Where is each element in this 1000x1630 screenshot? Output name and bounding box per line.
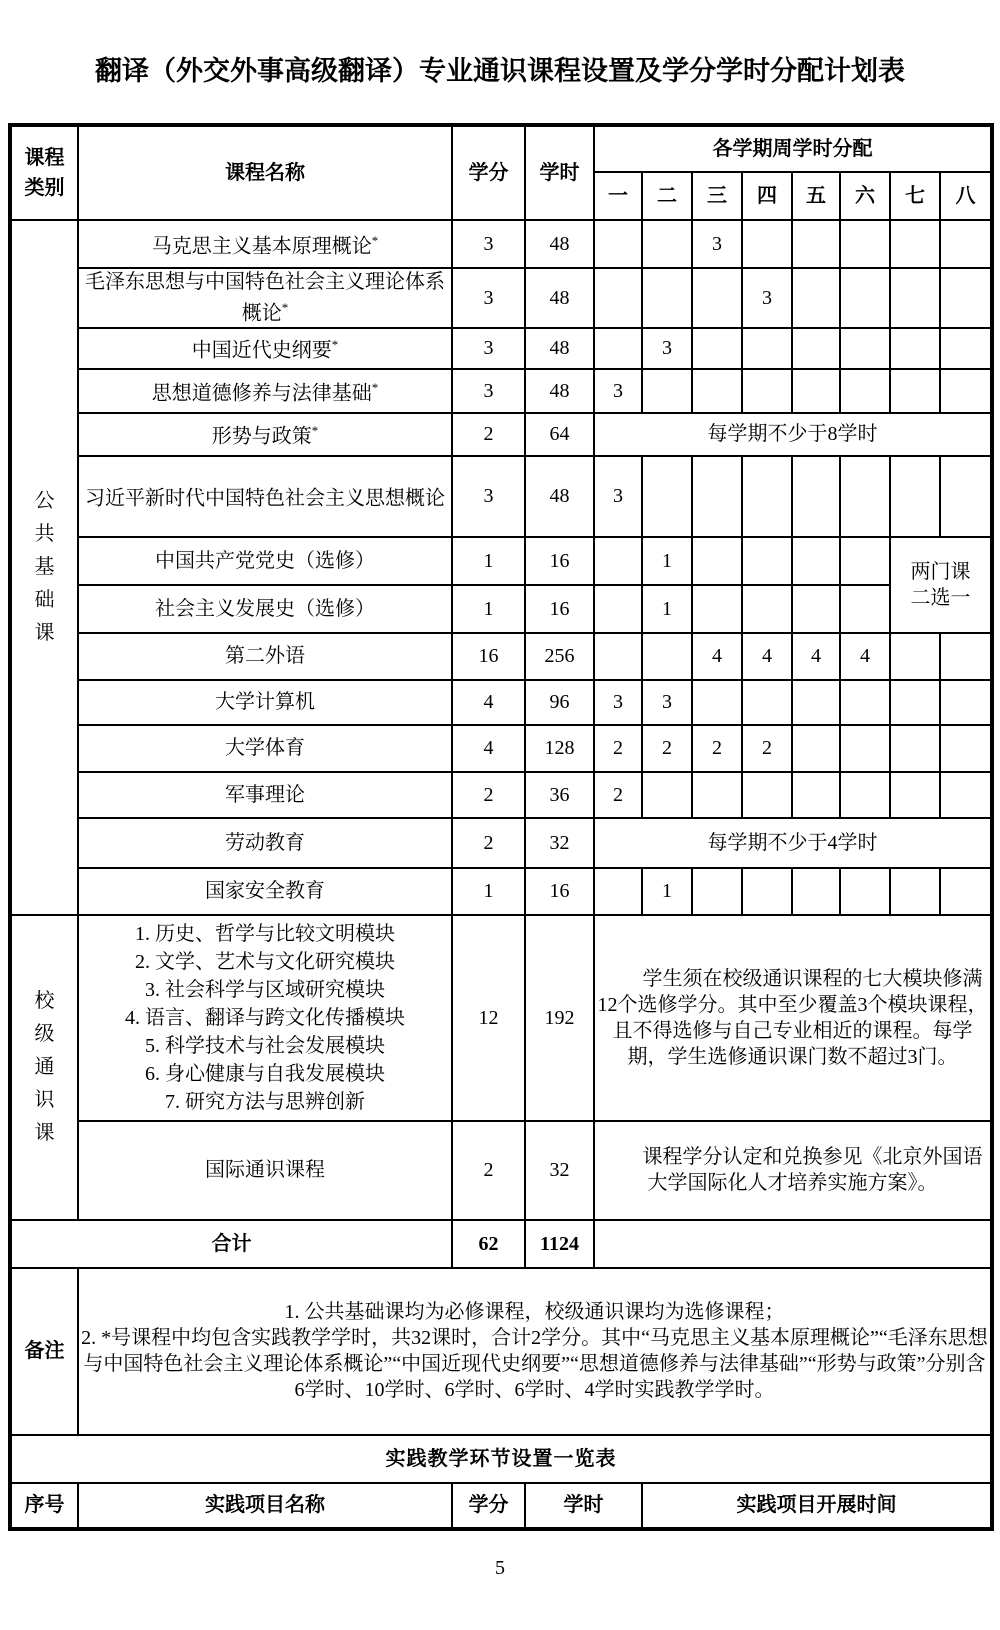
sem-cell bbox=[792, 456, 840, 537]
course-name-cell: 劳动教育 bbox=[78, 818, 452, 868]
sem-cell bbox=[840, 680, 890, 725]
remark-label: 备注 bbox=[10, 1268, 78, 1435]
sem-cell bbox=[890, 633, 940, 680]
hours-cell: 192 bbox=[525, 915, 594, 1121]
credits-cell: 3 bbox=[452, 456, 525, 537]
sem-cell bbox=[840, 328, 890, 369]
sem-cell bbox=[792, 772, 840, 818]
sem-cell bbox=[792, 868, 840, 915]
sem-cell bbox=[940, 772, 992, 818]
credits-cell: 2 bbox=[452, 1121, 525, 1220]
table-row bbox=[10, 268, 992, 328]
header-sem-1: 一 bbox=[594, 172, 642, 220]
sem-cell bbox=[692, 328, 742, 369]
sem-cell bbox=[742, 220, 792, 268]
sem-cell bbox=[940, 725, 992, 772]
sem-cell bbox=[940, 680, 992, 725]
sem-cell bbox=[940, 328, 992, 369]
hours-cell: 32 bbox=[525, 818, 594, 868]
required-practice-star: * bbox=[331, 337, 339, 353]
sem-cell bbox=[840, 585, 890, 633]
table-row bbox=[10, 633, 992, 680]
table-row bbox=[10, 868, 992, 915]
hours-cell: 36 bbox=[525, 772, 594, 818]
sem-cell: 1 bbox=[642, 537, 692, 585]
course-name-cell: 毛泽东思想与中国特色社会主义理论体系概论* bbox=[78, 268, 452, 328]
course-name-cell: 形势与政策* bbox=[78, 413, 452, 456]
sem-cell bbox=[840, 220, 890, 268]
header-sem-7: 七 bbox=[890, 172, 940, 220]
table-row bbox=[10, 1121, 992, 1220]
sem-cell bbox=[940, 456, 992, 537]
sem-cell bbox=[642, 220, 692, 268]
sem-cell bbox=[692, 369, 742, 413]
header-credits: 学分 bbox=[452, 125, 525, 220]
sem-cell: 3 bbox=[742, 268, 792, 328]
hours-cell: 256 bbox=[525, 633, 594, 680]
header-sem-5: 五 bbox=[792, 172, 840, 220]
sem-cell bbox=[792, 725, 840, 772]
page-number: 5 bbox=[495, 1556, 505, 1579]
table-row bbox=[10, 915, 992, 1121]
sem-cell bbox=[692, 680, 742, 725]
sem-cell bbox=[642, 456, 692, 537]
hours-cell: 48 bbox=[525, 220, 594, 268]
hours-cell: 32 bbox=[525, 1121, 594, 1220]
course-name-cell: 思想道德修养与法律基础* bbox=[78, 369, 452, 413]
sem-cell bbox=[792, 680, 840, 725]
sem-cell bbox=[940, 369, 992, 413]
sem-cell: 3 bbox=[692, 220, 742, 268]
sem-cell: 2 bbox=[594, 725, 642, 772]
required-practice-star: * bbox=[371, 379, 379, 395]
sem-cell: 3 bbox=[594, 680, 642, 725]
credits-cell: 3 bbox=[452, 220, 525, 268]
course-name-cell: 中国近代史纲要* bbox=[78, 328, 452, 369]
practice-title-row bbox=[10, 1435, 992, 1483]
total-empty-cell bbox=[594, 1220, 992, 1268]
credits-cell: 3 bbox=[452, 268, 525, 328]
elective-choice-note: 两门课 二选一 bbox=[890, 537, 992, 633]
hours-cell: 48 bbox=[525, 456, 594, 537]
general-ed-note: 学生须在校级通识课程的七大模块修满12个选修学分。其中至少覆盖3个模块课程，且不得选修与自己专业相近的课程。每学期，学生选修通识课门数不超过3门。 bbox=[594, 915, 992, 1121]
sem-cell: 1 bbox=[642, 868, 692, 915]
course-name-cell: 国际通识课程 bbox=[78, 1121, 452, 1220]
total-label: 合计 bbox=[10, 1220, 452, 1268]
sem-cell bbox=[692, 585, 742, 633]
sem-cell bbox=[840, 725, 890, 772]
sem-cell: 2 bbox=[594, 772, 642, 818]
sem-cell bbox=[890, 680, 940, 725]
course-name-cell: 大学体育 bbox=[78, 725, 452, 772]
sem-cell bbox=[840, 369, 890, 413]
sem-cell bbox=[642, 268, 692, 328]
sem-cell bbox=[940, 268, 992, 328]
sem-cell bbox=[594, 868, 642, 915]
sem-cell bbox=[594, 585, 642, 633]
sem-cell bbox=[792, 220, 840, 268]
sem-cell bbox=[742, 868, 792, 915]
practice-table-title: 实践教学环节设置一览表 bbox=[10, 1435, 992, 1483]
page-title: 翻译（外交外事高级翻译）专业通识课程设置及学分学时分配计划表 bbox=[95, 56, 905, 86]
course-plan-table bbox=[8, 123, 994, 1531]
sem-cell: 4 bbox=[840, 633, 890, 680]
header-category: 课程类别 bbox=[10, 125, 78, 220]
practice-header-row bbox=[10, 1483, 992, 1529]
sem-cell bbox=[692, 868, 742, 915]
sem-cell bbox=[742, 328, 792, 369]
credits-cell: 3 bbox=[452, 328, 525, 369]
credits-cell: 3 bbox=[452, 369, 525, 413]
header-course-name: 课程名称 bbox=[78, 125, 452, 220]
course-name-cell: 大学计算机 bbox=[78, 680, 452, 725]
total-hours: 1124 bbox=[525, 1220, 594, 1268]
remark-item: 1. 公共基础课均为必修课程，校级通识课均为选修课程； bbox=[284, 1301, 785, 1324]
semester-note-cell: 每学期不少于4学时 bbox=[594, 818, 992, 868]
semester-note-cell: 每学期不少于8学时 bbox=[594, 413, 992, 456]
practice-header-time: 实践项目开展时间 bbox=[642, 1483, 992, 1529]
sem-cell bbox=[642, 772, 692, 818]
hours-cell: 96 bbox=[525, 680, 594, 725]
sem-cell bbox=[742, 369, 792, 413]
sem-cell bbox=[890, 369, 940, 413]
sem-cell bbox=[940, 868, 992, 915]
sem-cell bbox=[692, 772, 742, 818]
sem-cell bbox=[742, 772, 792, 818]
general-ed-modules-cell: 1. 历史、哲学与比较文明模块 2. 文学、艺术与文化研究模块 3. 社会科学与区域研究模块 4. 语言、翻译与跨文化传播模块 5. 科学技术与社会发展模块 6. 身心健康与自我发展模块 7. 研究方法与思辨创新 bbox=[78, 915, 452, 1121]
sem-cell bbox=[742, 680, 792, 725]
sem-cell bbox=[594, 220, 642, 268]
sem-cell bbox=[792, 328, 840, 369]
sem-cell bbox=[692, 268, 742, 328]
section-label-public-basic: 公共基础课 bbox=[10, 220, 78, 915]
sem-cell: 2 bbox=[742, 725, 792, 772]
sem-cell bbox=[594, 328, 642, 369]
credits-cell: 2 bbox=[452, 772, 525, 818]
sem-cell: 2 bbox=[642, 725, 692, 772]
sem-cell bbox=[594, 268, 642, 328]
hours-cell: 16 bbox=[525, 537, 594, 585]
table-row bbox=[10, 537, 992, 585]
sem-cell: 4 bbox=[792, 633, 840, 680]
sem-cell bbox=[890, 772, 940, 818]
sem-cell bbox=[890, 725, 940, 772]
hours-cell: 128 bbox=[525, 725, 594, 772]
sem-cell bbox=[594, 633, 642, 680]
sem-cell bbox=[890, 328, 940, 369]
table-row bbox=[10, 772, 992, 818]
sem-cell bbox=[890, 220, 940, 268]
table-row bbox=[10, 585, 992, 633]
sem-cell bbox=[742, 456, 792, 537]
required-practice-star: * bbox=[371, 233, 379, 249]
credits-cell: 16 bbox=[452, 633, 525, 680]
sem-cell bbox=[742, 585, 792, 633]
sem-cell bbox=[742, 537, 792, 585]
credits-cell: 4 bbox=[452, 725, 525, 772]
course-name-cell: 第二外语 bbox=[78, 633, 452, 680]
hours-cell: 48 bbox=[525, 268, 594, 328]
sem-cell bbox=[940, 220, 992, 268]
table-row bbox=[10, 328, 992, 369]
header-sem-6: 六 bbox=[840, 172, 890, 220]
sem-cell bbox=[792, 268, 840, 328]
credits-cell: 2 bbox=[452, 413, 525, 456]
remark-item: 2. *号课程中均包含实践教学学时，共32课时，合计2学分。其中“马克思主义基本原理概论”“毛泽东思想与中国特色社会主义理论体系概论”“中国近现代史纲要”“思想道德修养与法律基础”“形势与政策”分别含6学时、10学时、6学时、6学时、4学时实践教学学时。 bbox=[81, 1327, 988, 1402]
sem-cell bbox=[840, 537, 890, 585]
sem-cell bbox=[840, 772, 890, 818]
sem-cell bbox=[594, 537, 642, 585]
credits-cell: 1 bbox=[452, 585, 525, 633]
table-row bbox=[10, 818, 992, 868]
table-row bbox=[10, 680, 992, 725]
header-sem-4: 四 bbox=[742, 172, 792, 220]
sem-cell: 3 bbox=[642, 680, 692, 725]
credits-cell: 1 bbox=[452, 868, 525, 915]
practice-header-hours: 学时 bbox=[525, 1483, 642, 1529]
sem-cell bbox=[840, 868, 890, 915]
required-practice-star: * bbox=[311, 423, 319, 439]
sem-cell bbox=[792, 537, 840, 585]
header-sem-2: 二 bbox=[642, 172, 692, 220]
hours-cell: 48 bbox=[525, 328, 594, 369]
sem-cell bbox=[840, 268, 890, 328]
table-row bbox=[10, 413, 992, 456]
course-name-cell: 社会主义发展史（选修） bbox=[78, 585, 452, 633]
sem-cell bbox=[642, 369, 692, 413]
sem-cell: 3 bbox=[594, 369, 642, 413]
hours-cell: 16 bbox=[525, 868, 594, 915]
intl-course-note: 课程学分认定和兑换参见《北京外国语大学国际化人才培养实施方案》。 bbox=[594, 1121, 992, 1220]
course-name-cell: 国家安全教育 bbox=[78, 868, 452, 915]
hours-cell: 64 bbox=[525, 413, 594, 456]
credits-cell: 1 bbox=[452, 537, 525, 585]
sem-cell bbox=[692, 456, 742, 537]
table-row bbox=[10, 369, 992, 413]
sem-cell bbox=[692, 537, 742, 585]
sem-cell: 4 bbox=[742, 633, 792, 680]
credits-cell: 12 bbox=[452, 915, 525, 1121]
total-credits: 62 bbox=[452, 1220, 525, 1268]
sem-cell bbox=[890, 868, 940, 915]
table-row bbox=[10, 725, 992, 772]
sem-cell bbox=[890, 456, 940, 537]
practice-header-name: 实践项目名称 bbox=[78, 1483, 452, 1529]
hours-cell: 48 bbox=[525, 369, 594, 413]
total-row bbox=[10, 1220, 992, 1268]
practice-header-no: 序号 bbox=[10, 1483, 78, 1529]
credits-cell: 2 bbox=[452, 818, 525, 868]
table-row bbox=[10, 220, 992, 268]
sem-cell: 4 bbox=[692, 633, 742, 680]
hours-cell: 16 bbox=[525, 585, 594, 633]
sem-cell bbox=[792, 369, 840, 413]
sem-cell bbox=[840, 456, 890, 537]
sem-cell: 1 bbox=[642, 585, 692, 633]
sem-cell: 2 bbox=[692, 725, 742, 772]
table-header-row-1 bbox=[10, 125, 992, 172]
header-hours: 学时 bbox=[525, 125, 594, 220]
remark-row bbox=[10, 1268, 992, 1435]
sem-cell: 3 bbox=[642, 328, 692, 369]
course-name-cell: 习近平新时代中国特色社会主义思想概论 bbox=[78, 456, 452, 537]
sem-cell bbox=[792, 585, 840, 633]
sem-cell bbox=[890, 268, 940, 328]
sem-cell bbox=[940, 633, 992, 680]
header-sem-8: 八 bbox=[940, 172, 992, 220]
required-practice-star: * bbox=[281, 300, 289, 315]
practice-header-credits: 学分 bbox=[452, 1483, 525, 1529]
sem-cell bbox=[642, 633, 692, 680]
header-semester-group: 各学期周学时分配 bbox=[594, 125, 992, 172]
remark-body bbox=[78, 1268, 992, 1435]
section-label-general-ed: 校级通识课 bbox=[10, 915, 78, 1220]
header-sem-3: 三 bbox=[692, 172, 742, 220]
credits-cell: 4 bbox=[452, 680, 525, 725]
course-name-cell: 军事理论 bbox=[78, 772, 452, 818]
course-name-cell: 马克思主义基本原理概论* bbox=[78, 220, 452, 268]
table-row bbox=[10, 456, 992, 537]
course-name-cell: 中国共产党党史（选修） bbox=[78, 537, 452, 585]
sem-cell: 3 bbox=[594, 456, 642, 537]
